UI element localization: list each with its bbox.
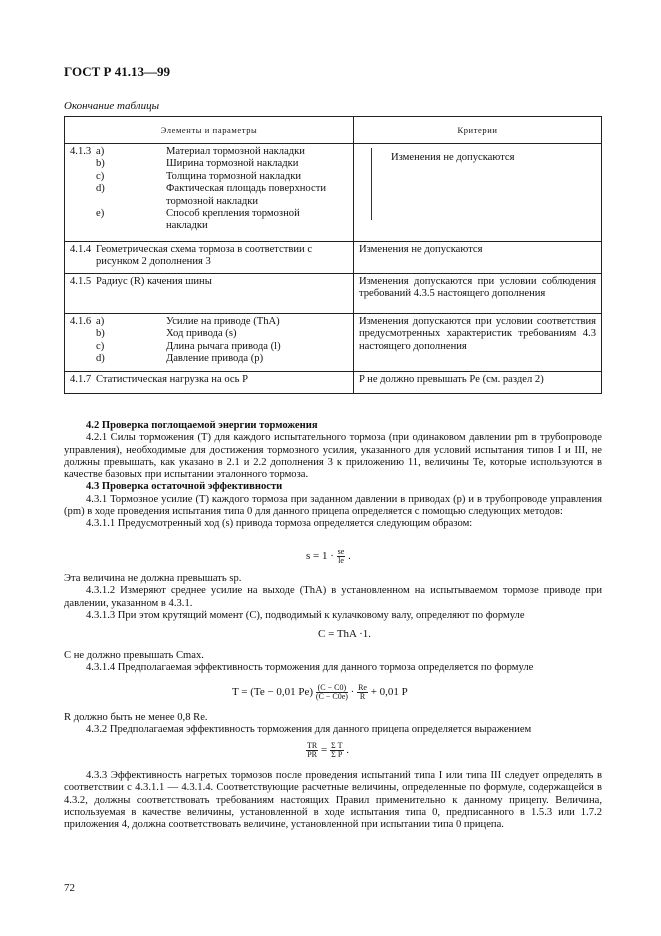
criteria-table <box>64 116 602 394</box>
section-4-3-3 <box>64 770 602 831</box>
item-letter: с) <box>96 340 105 352</box>
fraction-numerator: se <box>337 547 345 556</box>
section-4-2 <box>64 420 602 531</box>
item-text: тормозной накладки <box>166 195 259 207</box>
fraction-denominator: le <box>338 556 344 565</box>
table-row <box>65 372 602 394</box>
paragraph: 4.3.1.3 При этом крутящий момент (C), подводимый к кулачковому валу, определяют по формуле <box>86 609 525 621</box>
item-text: Радиус (R) качения шины <box>96 276 212 287</box>
fraction-numerator: TR <box>307 741 318 750</box>
criterion-text: P не должно превышать Pe (см. раздел 2) <box>354 372 602 394</box>
item-text: Способ крепления тормозной <box>166 208 300 220</box>
page-number: 72 <box>64 882 75 894</box>
criterion-text: Изменения не допускаются <box>391 152 515 163</box>
item-text: Материал тормозной накладки <box>166 146 305 157</box>
row-number: 4.1.4 <box>70 244 92 255</box>
fraction <box>316 684 348 701</box>
criterion-text: Изменения не допускаются <box>354 242 602 274</box>
paragraph: Эта величина не должна превышать sp. <box>64 573 242 584</box>
item-text: накладки <box>166 220 208 232</box>
item-text: Статистическая нагрузка на ось P <box>96 374 248 385</box>
formula-c: C = ThA ·1. <box>318 628 372 640</box>
fraction-denominator: (C − C0e) <box>315 692 348 701</box>
table-row <box>65 314 602 372</box>
paragraph: 4.2.1 Силы торможения (T) для каждого испытательного тормоза (при одинаковом давлении pm в трубопроводе управления), необходимые для достижения тормозного усилия, указанного для условий испытания типов I и III, не должны превышать, как указано в 2.1 и 2.2 дополнения 3 к приложению 11, величины Te, которые используются в качестве базовых при испытании эталонного тормоза. <box>64 432 602 481</box>
section-heading: 4.3 Проверка остаточной эффективности <box>86 481 283 493</box>
section-4-3-1 <box>64 573 602 622</box>
row-number: 4.1.3 <box>70 146 92 157</box>
formula-t <box>232 684 408 701</box>
paragraph: 4.3.1.2 Измеряют среднее усилие на выходе (ThA) в установленном на испытываемом тормозе приводе при давлении, указанном в 4.3.1. <box>64 585 602 609</box>
fraction-denominator: R <box>359 692 366 701</box>
table-row <box>65 274 602 314</box>
row-elements-cell <box>65 144 354 242</box>
document-header: ГОСТ Р 41.13—99 <box>64 64 170 79</box>
item-letter: а) <box>96 146 105 157</box>
row-number: 4.1.6 <box>70 316 92 327</box>
fraction <box>357 684 368 701</box>
item-letter: е) <box>96 208 105 220</box>
paragraph: C не должно превышать Cmax. <box>64 650 204 661</box>
table-row <box>65 242 602 274</box>
section-4-3-2 <box>64 712 602 737</box>
item-text: Усилие на приводе (ThA) <box>166 316 280 327</box>
row-elements-cell <box>65 242 354 274</box>
fraction-denominator: Σ P <box>331 750 343 759</box>
item-letter: b) <box>96 328 105 340</box>
paragraph: 4.3.1.1 Предусмотренный ход (s) привода тормоза определяется следующим образом: <box>86 518 473 530</box>
row-number: 4.1.7 <box>70 374 92 385</box>
formula-text: s = 1 · <box>306 550 334 563</box>
item-text: Геометрическая схема тормоза в соответствии с рисунком 2 дополнения 3 <box>96 244 313 268</box>
item-text: Ход привода (s) <box>166 328 237 340</box>
fraction-numerator: Σ T <box>330 741 343 750</box>
formula-ratio <box>306 742 349 759</box>
fraction <box>330 742 344 759</box>
paragraph: 4.3.3 Эффективность нагретых тормозов после проведения испытаний типа I или типа III следует определять в соответствии с 4.3.1.1 — 4.3.1.4. Соответствующие расчетные величины, определенные по формуле, содержащейся в 4.3.2, должны соответствовать требованиям настоящих Правил применительно к данному прицепу. Величина, используемая в качестве величины, установленной в ходе испытания типа 0, предписанного в 1.5.3 или 1.7.2 приложения 4, должна соответствовать величине, установленной при испытании типа 0 прицепа. <box>64 770 602 831</box>
paragraph: 4.3.1.4 Предполагаемая эффективность торможения для данного тормоза определяется по формуле <box>86 662 534 674</box>
fraction <box>337 548 346 565</box>
fraction-denominator: PR <box>307 750 318 759</box>
table-caption: Окончание таблицы <box>64 100 160 112</box>
item-letter: b) <box>96 158 105 170</box>
paragraph: R должно быть не менее 0,8 Re. <box>64 712 208 723</box>
row-elements-cell <box>65 274 354 314</box>
criterion-text: Изменения допускаются при условии соблюдения требований 4.3.5 настоящего дополнения <box>354 274 602 314</box>
paragraph: 4.3.1 Тормозное усилие (T) каждого тормоза при заданном давлении в приводах (p) и в трубопроводе управления (pm) в ходе проведения испытания типа 0 для данного прицепа определяется с помощью следующих методов: <box>64 493 602 518</box>
item-letter: d) <box>96 353 105 365</box>
brace-icon <box>371 148 380 220</box>
formula-text: · <box>350 686 355 699</box>
fraction-numerator: Re <box>358 683 367 692</box>
criterion-text: Изменения допускаются при условии соответствия предусмотренных характеристик требованиям 4.3 настоящего дополнения <box>354 314 602 372</box>
item-text: Длина рычага привода (l) <box>166 340 281 352</box>
formula-text: + 0,01 P <box>370 686 408 699</box>
formula-text: . <box>346 744 349 757</box>
item-text: Фактическая площадь поверхности <box>166 183 326 195</box>
formula-text: . <box>348 550 351 563</box>
formula-text: T = (Te − 0,01 Pe) <box>232 686 314 699</box>
col-header-elements: Элементы и параметры <box>65 117 354 144</box>
fraction-numerator: (C − C0) <box>317 683 347 692</box>
row-criteria-cell <box>354 144 602 242</box>
item-text: Давление привода (p) <box>166 353 264 365</box>
row-number: 4.1.5 <box>70 276 92 287</box>
section-4-3-1-4 <box>64 650 602 675</box>
item-text: Толщина тормозной накладки <box>166 170 302 182</box>
item-letter: с) <box>96 170 105 182</box>
col-header-criteria: Критерии <box>354 117 602 144</box>
fraction <box>306 742 318 759</box>
table-row <box>65 144 602 242</box>
item-text: Ширина тормозной накладки <box>166 158 299 170</box>
row-elements-cell <box>65 314 354 372</box>
formula-s <box>306 548 351 565</box>
section-heading: 4.2 Проверка поглощаемой энергии торможения <box>86 420 318 431</box>
row-elements-cell <box>65 372 354 394</box>
paragraph: 4.3.2 Предполагаемая эффективность торможения для данного прицепа определяется выражением <box>86 724 532 736</box>
formula-text: = <box>320 744 328 757</box>
item-letter: d) <box>96 183 105 195</box>
item-letter: а) <box>96 316 105 327</box>
